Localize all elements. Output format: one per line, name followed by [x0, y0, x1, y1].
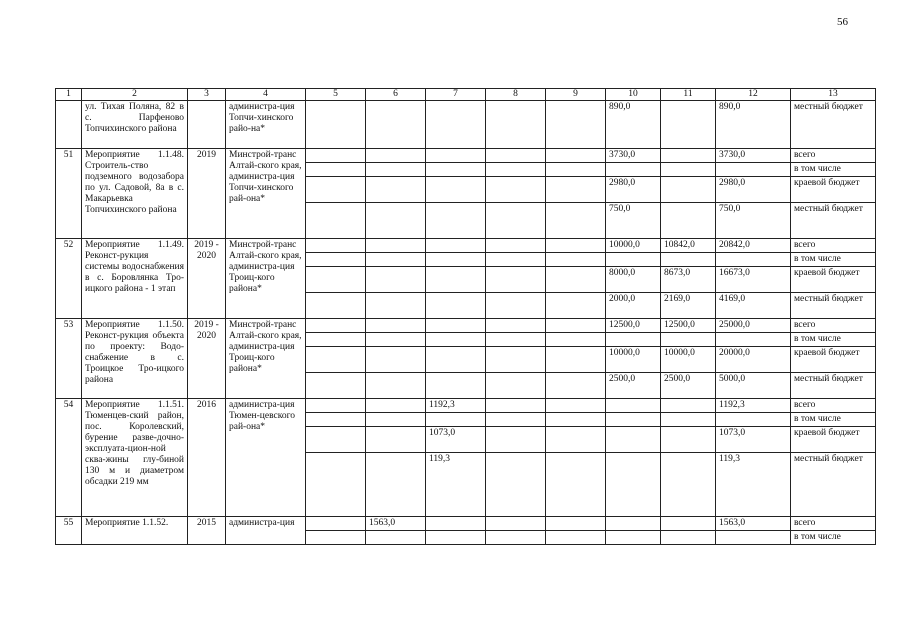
col8-cell	[486, 163, 546, 177]
col10-cell: 2980,0	[606, 177, 661, 203]
col11-cell: 12500,0	[661, 319, 716, 333]
col11-cell	[661, 149, 716, 163]
col7-cell	[426, 293, 486, 319]
column-header-9: 9	[546, 89, 606, 101]
col11-cell	[661, 399, 716, 413]
col5-cell	[306, 347, 366, 373]
col12-cell	[716, 531, 791, 545]
col9-cell	[546, 399, 606, 413]
column-header-1: 1	[56, 89, 82, 101]
col7-cell	[426, 347, 486, 373]
col11-cell: 2500,0	[661, 373, 716, 399]
funding-source-cell: всего	[791, 399, 876, 413]
col10-cell	[606, 333, 661, 347]
col10-cell	[606, 531, 661, 545]
funding-source-cell: всего	[791, 319, 876, 333]
measure-name-cell: Мероприятие 1.1.51. Тюменцев-ский район, пос. Королевский, бурение разве-дочно-эксплуата-цион-ной сква-жины глу-биной 130 м и диаметром обсадки 219 мм	[82, 399, 188, 517]
col9-cell	[546, 517, 606, 531]
col5-cell	[306, 239, 366, 253]
col6-cell	[366, 293, 426, 319]
col7-cell	[426, 177, 486, 203]
column-header-6: 6	[366, 89, 426, 101]
col7-cell	[426, 239, 486, 253]
col5-cell	[306, 333, 366, 347]
col8-cell	[486, 101, 546, 149]
row-number-cell: 54	[56, 399, 82, 517]
col6-cell	[366, 253, 426, 267]
col6-cell	[366, 149, 426, 163]
col8-cell	[486, 253, 546, 267]
col12-cell: 25000,0	[716, 319, 791, 333]
col7-cell: 1192,3	[426, 399, 486, 413]
page-number: 56	[837, 16, 848, 28]
executor-cell: Минстрой-транс Алтай-ского края, администра-ция Топчи-хинского рай-она*	[226, 149, 306, 239]
executor-cell: администра-ция	[226, 517, 306, 545]
col8-cell	[486, 177, 546, 203]
col9-cell	[546, 373, 606, 399]
year-cell: 2016	[188, 399, 226, 517]
col12-cell	[716, 253, 791, 267]
col6-cell	[366, 333, 426, 347]
col6-cell	[366, 413, 426, 427]
col6-cell	[366, 453, 426, 517]
col5-cell	[306, 517, 366, 531]
col11-cell	[661, 531, 716, 545]
col5-cell	[306, 399, 366, 413]
funding-source-cell: в том числе	[791, 333, 876, 347]
funding-source-cell: всего	[791, 149, 876, 163]
col7-cell: 1073,0	[426, 427, 486, 453]
col12-cell: 1073,0	[716, 427, 791, 453]
col6-cell	[366, 399, 426, 413]
col8-cell	[486, 293, 546, 319]
col9-cell	[546, 177, 606, 203]
col11-cell	[661, 101, 716, 149]
executor-cell: администра-ция Топчи-хинского райо-на*	[226, 101, 306, 149]
col12-cell: 16673,0	[716, 267, 791, 293]
col10-cell: 8000,0	[606, 267, 661, 293]
col8-cell	[486, 239, 546, 253]
col5-cell	[306, 203, 366, 239]
funding-source-cell: краевой бюджет	[791, 347, 876, 373]
year-cell: 2015	[188, 517, 226, 545]
header-row	[56, 89, 876, 101]
row-number-cell: 55	[56, 517, 82, 545]
col7-cell	[426, 267, 486, 293]
col9-cell	[546, 427, 606, 453]
funding-source-cell: краевой бюджет	[791, 177, 876, 203]
column-header-11: 11	[661, 89, 716, 101]
column-header-8: 8	[486, 89, 546, 101]
measure-name-cell: Мероприятие 1.1.52.	[82, 517, 188, 545]
col7-cell	[426, 373, 486, 399]
col8-cell	[486, 319, 546, 333]
table-row	[56, 399, 876, 413]
year-cell: 2019 - 2020	[188, 319, 226, 399]
col10-cell: 750,0	[606, 203, 661, 239]
col11-cell: 10842,0	[661, 239, 716, 253]
column-header-5: 5	[306, 89, 366, 101]
col12-cell: 4169,0	[716, 293, 791, 319]
col11-cell: 8673,0	[661, 267, 716, 293]
col6-cell	[366, 177, 426, 203]
col8-cell	[486, 531, 546, 545]
col9-cell	[546, 347, 606, 373]
col7-cell: 119,3	[426, 453, 486, 517]
col9-cell	[546, 333, 606, 347]
column-header-10: 10	[606, 89, 661, 101]
year-cell: 2019	[188, 149, 226, 239]
funding-source-cell: местный бюджет	[791, 203, 876, 239]
col11-cell	[661, 333, 716, 347]
col8-cell	[486, 399, 546, 413]
col6-cell	[366, 101, 426, 149]
col11-cell	[661, 427, 716, 453]
col7-cell	[426, 149, 486, 163]
col10-cell	[606, 163, 661, 177]
col8-cell	[486, 347, 546, 373]
col12-cell: 119,3	[716, 453, 791, 517]
col5-cell	[306, 163, 366, 177]
col9-cell	[546, 531, 606, 545]
col7-cell	[426, 333, 486, 347]
column-header-2: 2	[82, 89, 188, 101]
year-cell	[188, 101, 226, 149]
col9-cell	[546, 253, 606, 267]
col10-cell	[606, 427, 661, 453]
col5-cell	[306, 267, 366, 293]
col6-cell	[366, 427, 426, 453]
col6-cell	[366, 163, 426, 177]
col6-cell	[366, 203, 426, 239]
column-header-13: 13	[791, 89, 876, 101]
funding-source-cell: краевой бюджет	[791, 267, 876, 293]
funding-source-cell: всего	[791, 239, 876, 253]
col11-cell	[661, 177, 716, 203]
col7-cell	[426, 413, 486, 427]
col5-cell	[306, 293, 366, 319]
funding-source-cell: местный бюджет	[791, 453, 876, 517]
measure-name-cell: Мероприятие 1.1.50. Реконст-рукция объекта по проекту: Водо-снабжение в с. Троицкое Тро-ицкого района	[82, 319, 188, 399]
col10-cell: 2500,0	[606, 373, 661, 399]
col9-cell	[546, 413, 606, 427]
col6-cell	[366, 347, 426, 373]
column-header-4: 4	[226, 89, 306, 101]
col9-cell	[546, 239, 606, 253]
col11-cell	[661, 163, 716, 177]
col8-cell	[486, 203, 546, 239]
col12-cell: 1563,0	[716, 517, 791, 531]
col12-cell: 3730,0	[716, 149, 791, 163]
col5-cell	[306, 319, 366, 333]
col8-cell	[486, 267, 546, 293]
col9-cell	[546, 163, 606, 177]
col12-cell: 20000,0	[716, 347, 791, 373]
executor-cell: Минстрой-транс Алтай-ского края, администра-ция Троиц-кого района*	[226, 239, 306, 319]
table-body	[56, 101, 876, 545]
col8-cell	[486, 149, 546, 163]
col10-cell: 890,0	[606, 101, 661, 149]
measure-name-cell: ул. Тихая Поляна, 82 в с. Парфеново Топчихинского района	[82, 101, 188, 149]
col10-cell	[606, 453, 661, 517]
col12-cell: 20842,0	[716, 239, 791, 253]
measure-name-cell: Мероприятие 1.1.48. Строитель-ство подземного водозабора по ул. Садовой, 8а в с. Макарьевка Топчихинского района	[82, 149, 188, 239]
table-row	[56, 149, 876, 163]
col10-cell: 2000,0	[606, 293, 661, 319]
executor-cell: Минстрой-транс Алтай-ского края, администра-ция Троиц-кого района*	[226, 319, 306, 399]
col9-cell	[546, 101, 606, 149]
col12-cell: 890,0	[716, 101, 791, 149]
col11-cell	[661, 413, 716, 427]
col10-cell: 10000,0	[606, 239, 661, 253]
col5-cell	[306, 531, 366, 545]
col11-cell: 10000,0	[661, 347, 716, 373]
col7-cell	[426, 319, 486, 333]
table-row	[56, 239, 876, 253]
col6-cell	[366, 319, 426, 333]
column-header-3: 3	[188, 89, 226, 101]
table-row	[56, 101, 876, 149]
col7-cell	[426, 517, 486, 531]
year-cell: 2019 - 2020	[188, 239, 226, 319]
col7-cell	[426, 531, 486, 545]
col9-cell	[546, 149, 606, 163]
row-number-cell: 51	[56, 149, 82, 239]
col10-cell	[606, 517, 661, 531]
row-number-cell: 52	[56, 239, 82, 319]
col11-cell	[661, 517, 716, 531]
column-header-12: 12	[716, 89, 791, 101]
funding-source-cell: всего	[791, 517, 876, 531]
col5-cell	[306, 427, 366, 453]
funding-source-cell: местный бюджет	[791, 293, 876, 319]
col5-cell	[306, 177, 366, 203]
funding-source-cell: в том числе	[791, 163, 876, 177]
col8-cell	[486, 373, 546, 399]
col8-cell	[486, 333, 546, 347]
col11-cell	[661, 253, 716, 267]
col7-cell	[426, 253, 486, 267]
col6-cell	[366, 239, 426, 253]
col5-cell	[306, 373, 366, 399]
col6-cell	[366, 373, 426, 399]
budget-table	[55, 88, 876, 545]
col9-cell	[546, 319, 606, 333]
row-number-cell: 53	[56, 319, 82, 399]
col12-cell: 5000,0	[716, 373, 791, 399]
row-number-cell	[56, 101, 82, 149]
funding-source-cell: в том числе	[791, 531, 876, 545]
col8-cell	[486, 517, 546, 531]
col9-cell	[546, 267, 606, 293]
col10-cell: 10000,0	[606, 347, 661, 373]
col10-cell: 12500,0	[606, 319, 661, 333]
col10-cell: 3730,0	[606, 149, 661, 163]
funding-source-cell: в том числе	[791, 253, 876, 267]
col10-cell	[606, 399, 661, 413]
col12-cell	[716, 163, 791, 177]
funding-source-cell: в том числе	[791, 413, 876, 427]
col11-cell	[661, 203, 716, 239]
col9-cell	[546, 453, 606, 517]
table-row	[56, 319, 876, 333]
col11-cell: 2169,0	[661, 293, 716, 319]
col10-cell	[606, 413, 661, 427]
col7-cell	[426, 163, 486, 177]
col9-cell	[546, 293, 606, 319]
table-row	[56, 517, 876, 531]
col5-cell	[306, 149, 366, 163]
col10-cell	[606, 253, 661, 267]
col12-cell: 1192,3	[716, 399, 791, 413]
funding-source-cell: местный бюджет	[791, 101, 876, 149]
col5-cell	[306, 413, 366, 427]
executor-cell: администра-ция Тюмен-цевского рай-она*	[226, 399, 306, 517]
col8-cell	[486, 427, 546, 453]
funding-source-cell: краевой бюджет	[791, 427, 876, 453]
col12-cell	[716, 333, 791, 347]
col12-cell: 750,0	[716, 203, 791, 239]
measure-name-cell: Мероприятие 1.1.49. Реконст-рукция системы водоснабжения в с. Боровлянка Тро-ицкого района - 1 этап	[82, 239, 188, 319]
col7-cell	[426, 203, 486, 239]
col11-cell	[661, 453, 716, 517]
column-header-7: 7	[426, 89, 486, 101]
col9-cell	[546, 203, 606, 239]
funding-source-cell: местный бюджет	[791, 373, 876, 399]
col12-cell	[716, 413, 791, 427]
col5-cell	[306, 253, 366, 267]
col6-cell	[366, 267, 426, 293]
col6-cell	[366, 531, 426, 545]
col5-cell	[306, 453, 366, 517]
col8-cell	[486, 413, 546, 427]
col7-cell	[426, 101, 486, 149]
col12-cell: 2980,0	[716, 177, 791, 203]
col6-cell: 1563,0	[366, 517, 426, 531]
col8-cell	[486, 453, 546, 517]
col5-cell	[306, 101, 366, 149]
